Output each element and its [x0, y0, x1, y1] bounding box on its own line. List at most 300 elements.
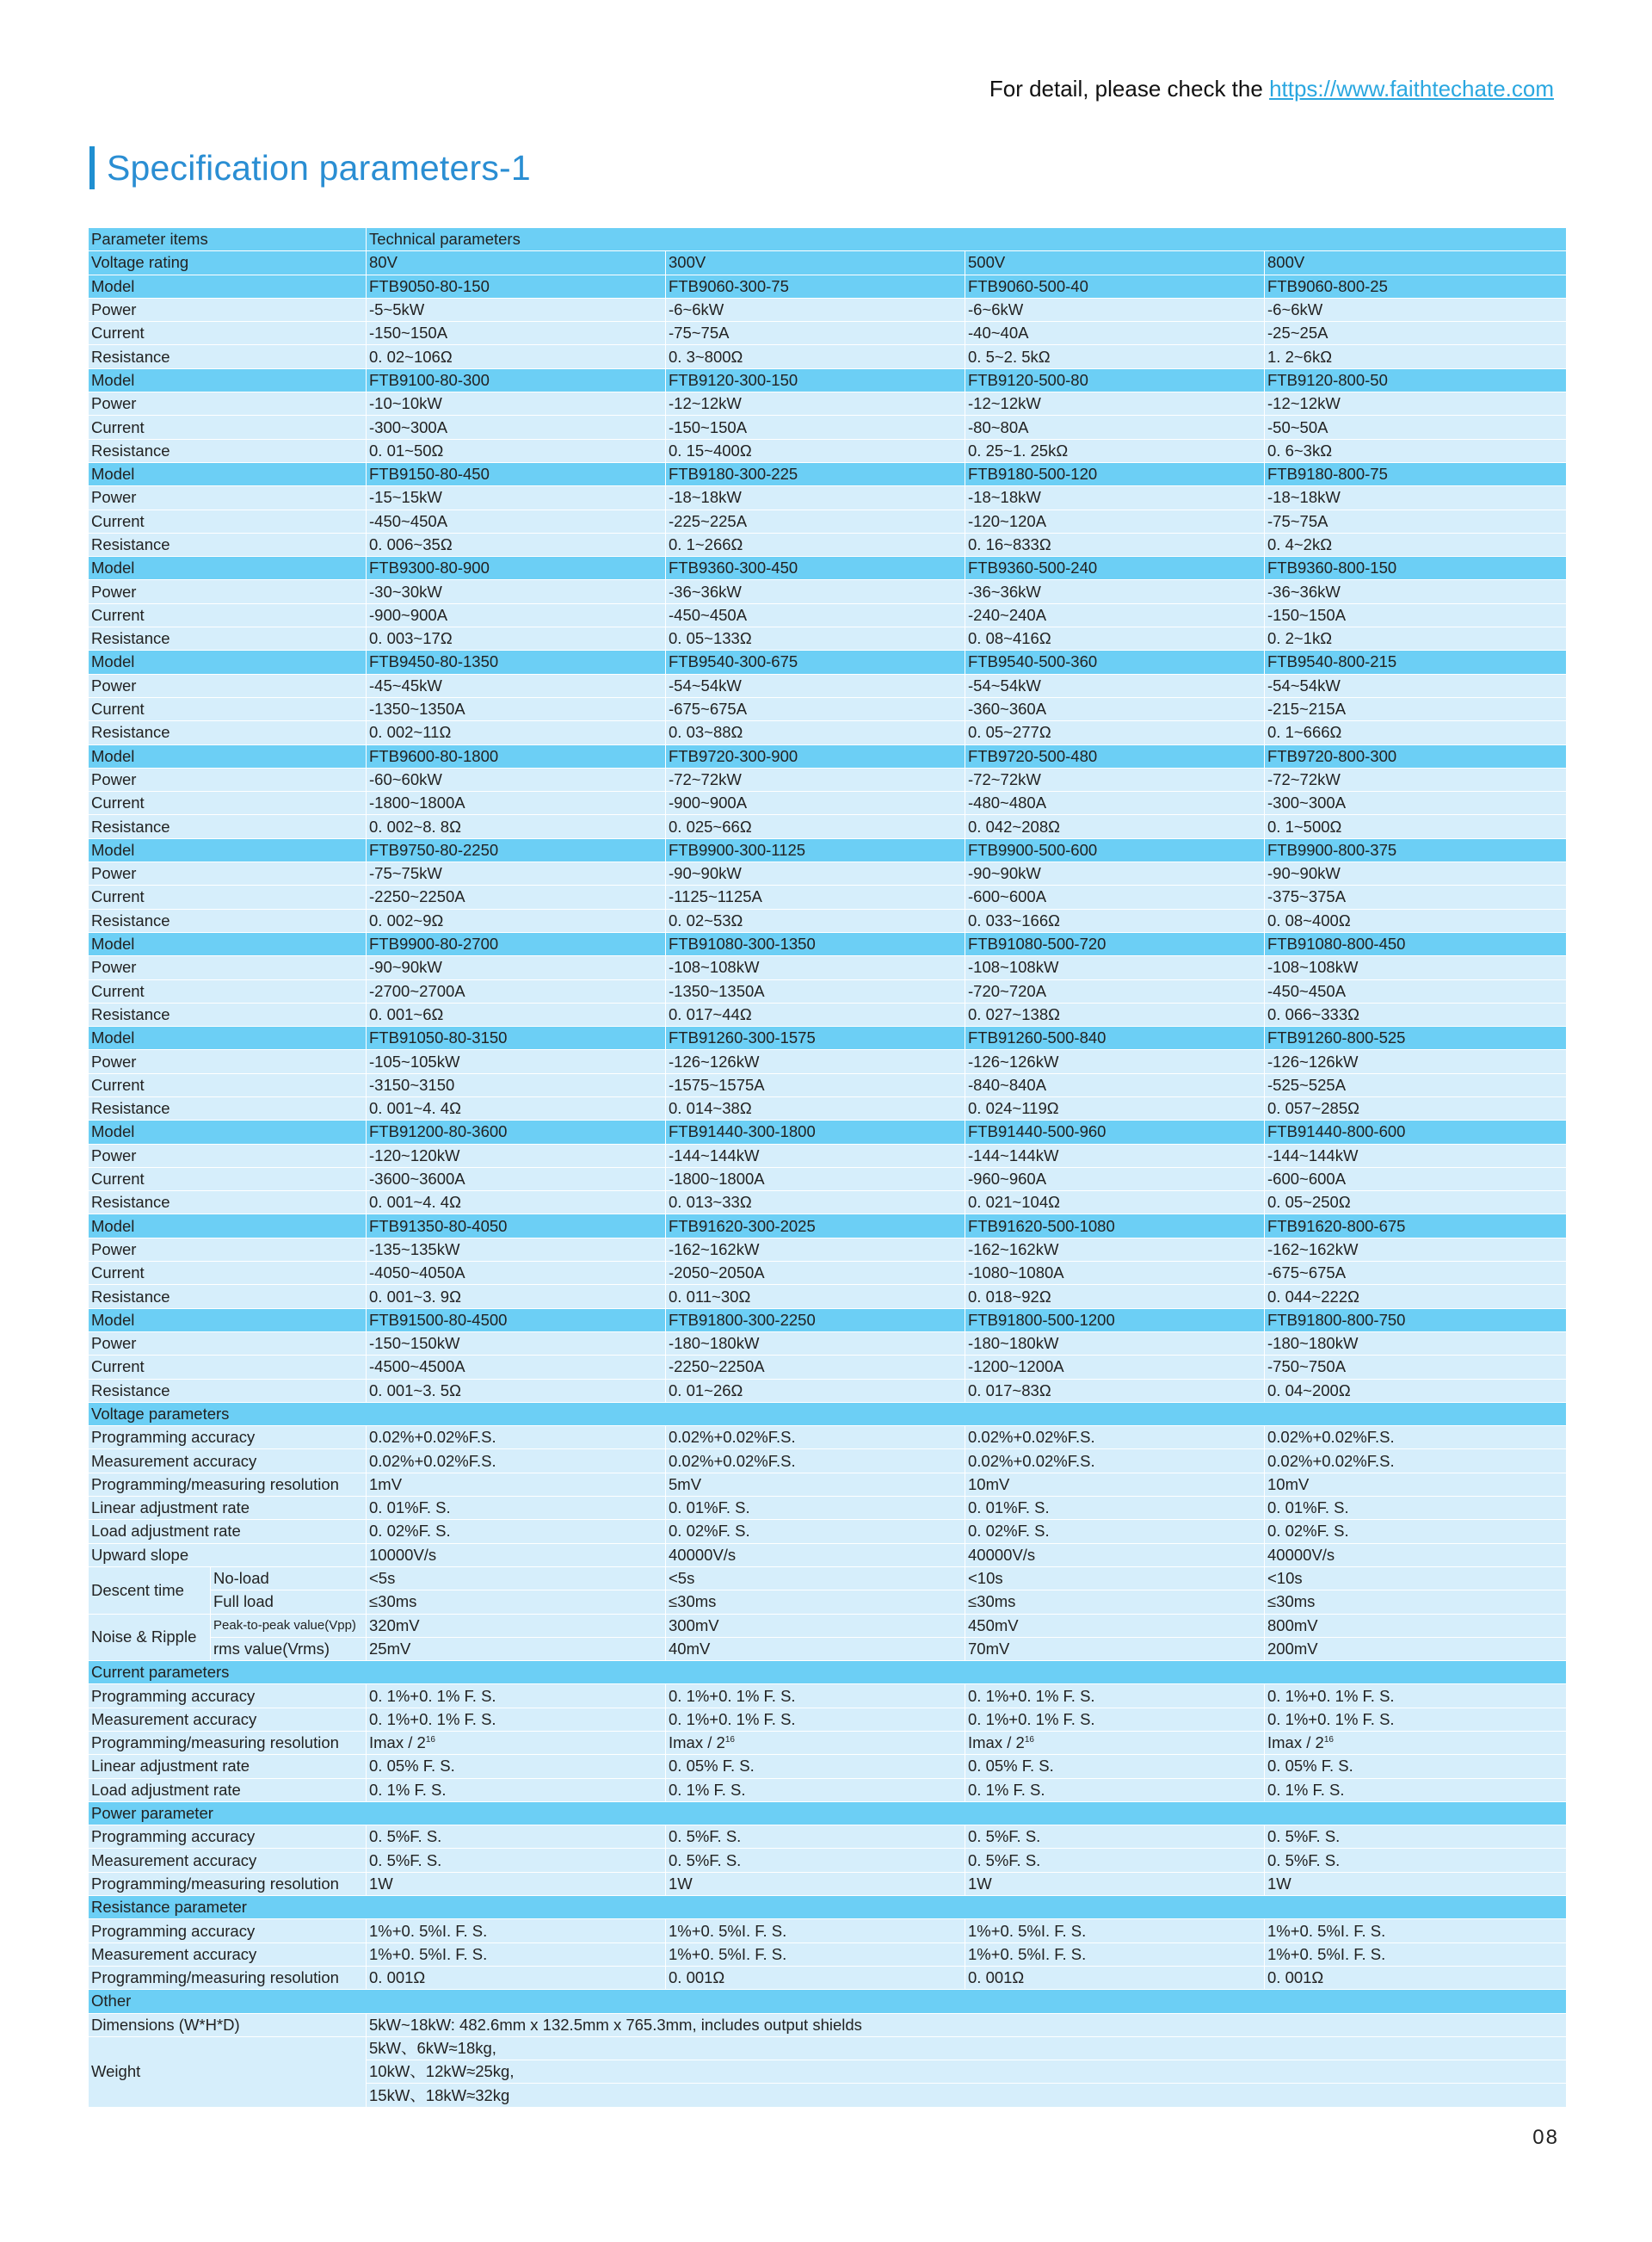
value-cell: -54~54kW [1265, 674, 1567, 697]
row-label: Model [89, 1308, 367, 1331]
value-cell: 0. 08~416Ω [965, 627, 1265, 651]
value-cell: 300mV [666, 1614, 965, 1637]
value-cell: -90~90kW [1265, 862, 1567, 886]
row-label: Resistance [89, 1003, 367, 1026]
value-cell: 0. 05% F. S. [367, 1755, 666, 1778]
value-cell: -150~150kW [367, 1331, 666, 1355]
value-cell: -90~90kW [666, 862, 965, 886]
value-cell: 0. 6~3kΩ [1265, 439, 1567, 462]
value-cell: 1W [1265, 1872, 1567, 1895]
value-cell: 0. 02%F. S. [367, 1520, 666, 1543]
row-label: Programming accuracy [89, 1426, 367, 1449]
value-cell: 0. 02~53Ω [666, 909, 965, 932]
value-cell: -150~150A [367, 322, 666, 345]
row-label: Power [89, 674, 367, 697]
value-cell: 1%+0. 5%I. F. S. [965, 1919, 1265, 1942]
value-cell: FTB9720-300-900 [666, 744, 965, 768]
power-param-row [89, 1825, 1567, 1849]
value-cell: 0. 1%+0. 1% F. S. [1265, 1684, 1567, 1708]
value-cell: 0. 044~222Ω [1265, 1285, 1567, 1308]
row-label: Model [89, 557, 367, 580]
sub-label: Full load [211, 1590, 367, 1614]
value-cell: FTB9180-300-225 [666, 462, 965, 485]
value-cell: 10mV [1265, 1473, 1567, 1496]
value-cell: 1mV [367, 1473, 666, 1496]
value-cell: FTB91050-80-3150 [367, 1027, 666, 1050]
value-cell: -750~750A [1265, 1356, 1567, 1379]
row-label: Model [89, 932, 367, 955]
voltage-param-row [89, 1543, 1567, 1566]
row-label: Model [89, 744, 367, 768]
value-cell: FTB9750-80-2250 [367, 838, 666, 862]
row-label: Current [89, 792, 367, 815]
value-cell: 800V [1265, 251, 1567, 275]
value-cell: 0. 05~250Ω [1265, 1191, 1567, 1214]
current-row [89, 1167, 1567, 1190]
row-label: Measurement accuracy [89, 1942, 367, 1966]
value-cell: -2050~2050A [666, 1262, 965, 1285]
value-cell: -105~105kW [367, 1050, 666, 1073]
value-cell: 0. 01~50Ω [367, 439, 666, 462]
row-label: Model [89, 462, 367, 485]
value-cell: 0. 05% F. S. [965, 1755, 1265, 1778]
voltage-param-row [89, 1497, 1567, 1520]
value-cell: 0. 013~33Ω [666, 1191, 965, 1214]
value-cell: -525~525A [1265, 1073, 1567, 1096]
value-cell: 1%+0. 5%I. F. S. [1265, 1942, 1567, 1966]
row-label: Resistance [89, 345, 367, 368]
power-params-header [89, 1801, 1567, 1825]
row-label: Model [89, 1027, 367, 1050]
current-row [89, 416, 1567, 439]
model-row [89, 275, 1567, 298]
value-cell: FTB9900-300-1125 [666, 838, 965, 862]
value-cell: 0. 5%F. S. [965, 1825, 1265, 1849]
voltage-param-row [89, 1449, 1567, 1473]
value-cell: 0. 15~400Ω [666, 439, 965, 462]
value-cell: -1350~1350A [367, 697, 666, 720]
value-cell: 0.02%+0.02%F.S. [367, 1449, 666, 1473]
value-cell: 1%+0. 5%I. F. S. [666, 1919, 965, 1942]
value-cell: FTB91440-800-600 [1265, 1121, 1567, 1144]
current-row [89, 603, 1567, 627]
value-cell: -72~72kW [1265, 768, 1567, 791]
value-cell: 0. 033~166Ω [965, 909, 1265, 932]
value-cell: FTB91200-80-3600 [367, 1121, 666, 1144]
resistance-row [89, 909, 1567, 932]
value-cell: -15~15kW [367, 486, 666, 510]
value-cell: 0. 02%F. S. [965, 1520, 1265, 1543]
header-label: Technical parameters [367, 228, 1567, 251]
resistance-row [89, 1379, 1567, 1402]
value-cell: -6~6kW [1265, 298, 1567, 321]
value-cell: FTB9900-800-375 [1265, 838, 1567, 862]
value-cell: 0. 024~119Ω [965, 1096, 1265, 1120]
value-cell: 0. 066~333Ω [1265, 1003, 1567, 1026]
value-cell: -2250~2250A [367, 886, 666, 909]
row-label: Resistance [89, 721, 367, 744]
row-label: Load adjustment rate [89, 1778, 367, 1801]
value-cell: 450mV [965, 1614, 1265, 1637]
value-cell: -36~36kW [1265, 580, 1567, 603]
value-cell: -90~90kW [367, 956, 666, 979]
value-cell: FTB9300-80-900 [367, 557, 666, 580]
power-row [89, 580, 1567, 603]
power-param-row [89, 1872, 1567, 1895]
value-cell: 0. 1% F. S. [965, 1778, 1265, 1801]
value-cell: 0.02%+0.02%F.S. [965, 1449, 1265, 1473]
row-label: Model [89, 1121, 367, 1144]
current-row [89, 510, 1567, 533]
resistance-row [89, 1285, 1567, 1308]
power-row [89, 1050, 1567, 1073]
value-cell: 0. 02~106Ω [367, 345, 666, 368]
value-cell: -75~75kW [367, 862, 666, 886]
row-label: Upward slope [89, 1543, 367, 1566]
value-cell: FTB9060-500-40 [965, 275, 1265, 298]
value-cell: <10s [965, 1566, 1265, 1590]
header-row [89, 228, 1567, 251]
value-cell: -50~50A [1265, 416, 1567, 439]
value-cell: 0. 1%+0. 1% F. S. [367, 1684, 666, 1708]
value-cell [367, 1732, 666, 1755]
value-cell: -54~54kW [666, 674, 965, 697]
row-label: Programming accuracy [89, 1684, 367, 1708]
row-label: Power [89, 1238, 367, 1261]
value-cell: FTB91080-500-720 [965, 932, 1265, 955]
current-row [89, 697, 1567, 720]
row-label: Measurement accuracy [89, 1849, 367, 1872]
row-label: Power [89, 298, 367, 321]
value-cell: 0. 017~83Ω [965, 1379, 1265, 1402]
value-cell: 0. 02%F. S. [1265, 1520, 1567, 1543]
value-cell: FTB9050-80-150 [367, 275, 666, 298]
row-label: Current [89, 603, 367, 627]
value-cell: 0. 03~88Ω [666, 721, 965, 744]
value-cell: -1800~1800A [666, 1167, 965, 1190]
other-header [89, 1990, 1567, 2013]
value-cell: FTB9060-300-75 [666, 275, 965, 298]
model-row [89, 1214, 1567, 1238]
value-cell: FTB9360-300-450 [666, 557, 965, 580]
voltage-rating-row [89, 251, 1567, 275]
value-cell: 1W [666, 1872, 965, 1895]
value-cell: 40mV [666, 1637, 965, 1660]
value-cell: 0. 017~44Ω [666, 1003, 965, 1026]
value-cell: 0. 3~800Ω [666, 345, 965, 368]
value-cell: FTB9900-80-2700 [367, 932, 666, 955]
row-label: Resistance [89, 627, 367, 651]
value-cell: FTB9540-500-360 [965, 651, 1265, 674]
model-row [89, 462, 1567, 485]
value-cell: 0. 01%F. S. [1265, 1497, 1567, 1520]
value-cell: 0. 01~26Ω [666, 1379, 965, 1402]
value-cell: ≤30ms [965, 1590, 1265, 1614]
value-cell: -3150~3150 [367, 1073, 666, 1096]
value-cell: 0. 001~3. 5Ω [367, 1379, 666, 1402]
value-cell: 0. 001Ω [965, 1966, 1265, 1989]
row-label: Voltage rating [89, 251, 367, 275]
value-cell: 70mV [965, 1637, 1265, 1660]
value-cell: -2700~2700A [367, 979, 666, 1003]
row-label: Measurement accuracy [89, 1449, 367, 1473]
value-cell: 0. 1~266Ω [666, 533, 965, 556]
current-param-row [89, 1708, 1567, 1731]
resolution-exponent: 16 [1024, 1735, 1034, 1745]
spec-table-wrap [88, 227, 1566, 2108]
section-title: Current parameters [89, 1661, 1567, 1684]
value-cell [965, 1732, 1265, 1755]
power-row [89, 392, 1567, 416]
value-cell: 80V [367, 251, 666, 275]
value-cell: 0. 05~277Ω [965, 721, 1265, 744]
value-cell: -6~6kW [666, 298, 965, 321]
value-cell: 40000V/s [1265, 1543, 1567, 1566]
power-row [89, 674, 1567, 697]
value-cell: <10s [1265, 1566, 1567, 1590]
value-cell: -360~360A [965, 697, 1265, 720]
dimensions-value: 5kW~18kW: 482.6mm x 132.5mm x 765.3mm, includes output shields [367, 2013, 1567, 2036]
row-label: Current [89, 322, 367, 345]
value-cell: 0. 1%+0. 1% F. S. [666, 1708, 965, 1731]
value-cell: 0. 001~4. 4Ω [367, 1096, 666, 1120]
value-cell: -12~12kW [666, 392, 965, 416]
model-row [89, 651, 1567, 674]
model-row [89, 557, 1567, 580]
value-cell: 300V [666, 251, 965, 275]
value-cell: -108~108kW [965, 956, 1265, 979]
model-row [89, 932, 1567, 955]
value-cell: -18~18kW [1265, 486, 1567, 510]
value-cell: 0. 5%F. S. [1265, 1849, 1567, 1872]
value-cell: FTB91080-300-1350 [666, 932, 965, 955]
value-cell: -4500~4500A [367, 1356, 666, 1379]
row-label: Load adjustment rate [89, 1520, 367, 1543]
value-cell: FTB91620-800-675 [1265, 1214, 1567, 1238]
row-label: Model [89, 651, 367, 674]
value-cell: 0. 25~1. 25kΩ [965, 439, 1265, 462]
value-cell: -4050~4050A [367, 1262, 666, 1285]
value-cell: ≤30ms [666, 1590, 965, 1614]
descent-row [89, 1590, 1567, 1614]
value-cell: 0. 001~3. 9Ω [367, 1285, 666, 1308]
detail-note [989, 76, 1554, 102]
value-cell: 0. 006~35Ω [367, 533, 666, 556]
value-cell: -675~675A [666, 697, 965, 720]
value-cell: 1%+0. 5%I. F. S. [965, 1942, 1265, 1966]
row-label: Programming/measuring resolution [89, 1473, 367, 1496]
value-cell: 0. 2~1kΩ [1265, 627, 1567, 651]
value-cell: 0. 5~2. 5kΩ [965, 345, 1265, 368]
row-label: Current [89, 886, 367, 909]
value-cell: -126~126kW [965, 1050, 1265, 1073]
value-cell: FTB91440-300-1800 [666, 1121, 965, 1144]
value-cell: 0. 05% F. S. [666, 1755, 965, 1778]
value-cell: -240~240A [965, 603, 1265, 627]
value-cell: -72~72kW [666, 768, 965, 791]
row-label: Programming accuracy [89, 1919, 367, 1942]
value-cell: -162~162kW [1265, 1238, 1567, 1261]
value-cell: -150~150A [666, 416, 965, 439]
value-cell: FTB9120-300-150 [666, 368, 965, 392]
current-row [89, 886, 1567, 909]
value-cell: FTB9360-500-240 [965, 557, 1265, 580]
value-cell: -180~180kW [666, 1331, 965, 1355]
power-row [89, 1331, 1567, 1355]
value-cell: -162~162kW [965, 1238, 1265, 1261]
value-cell: -480~480A [965, 792, 1265, 815]
value-cell: -10~10kW [367, 392, 666, 416]
value-cell: -75~75A [666, 322, 965, 345]
value-cell: 200mV [1265, 1637, 1567, 1660]
value-cell: -180~180kW [1265, 1331, 1567, 1355]
value-cell: 320mV [367, 1614, 666, 1637]
row-label: Resistance [89, 909, 367, 932]
resolution-base: Imax / 2 [369, 1733, 426, 1752]
row-label: Current [89, 1167, 367, 1190]
resolution-exponent: 16 [1323, 1735, 1334, 1745]
current-row [89, 979, 1567, 1003]
value-cell: FTB91620-500-1080 [965, 1214, 1265, 1238]
row-label: Power [89, 862, 367, 886]
value-cell: FTB91080-800-450 [1265, 932, 1567, 955]
value-cell: -300~300A [367, 416, 666, 439]
value-cell: 0. 001Ω [367, 1966, 666, 1989]
value-cell: 0. 057~285Ω [1265, 1096, 1567, 1120]
value-cell: 0. 011~30Ω [666, 1285, 965, 1308]
sub-label: rms value(Vrms) [211, 1637, 367, 1660]
value-cell: -3600~3600A [367, 1167, 666, 1190]
row-label: Power [89, 1050, 367, 1073]
value-cell: -90~90kW [965, 862, 1265, 886]
power-row [89, 298, 1567, 321]
value-cell: 0.02%+0.02%F.S. [1265, 1426, 1567, 1449]
row-label: Programming accuracy [89, 1825, 367, 1849]
value-cell: -126~126kW [666, 1050, 965, 1073]
voltage-param-row [89, 1426, 1567, 1449]
descent-label: Descent time [89, 1566, 211, 1614]
value-cell: -120~120kW [367, 1144, 666, 1167]
power-row [89, 956, 1567, 979]
value-cell: -1575~1575A [666, 1073, 965, 1096]
value-cell: -450~450A [1265, 979, 1567, 1003]
value-cell [1265, 1732, 1567, 1755]
value-cell: -18~18kW [666, 486, 965, 510]
page-title: Specification parameters-1 [107, 147, 531, 188]
value-cell: FTB9100-80-300 [367, 368, 666, 392]
value-cell: 0. 014~38Ω [666, 1096, 965, 1120]
value-cell: 0. 04~200Ω [1265, 1379, 1567, 1402]
value-cell: 0. 05~133Ω [666, 627, 965, 651]
row-label: Current [89, 1073, 367, 1096]
value-cell: 1%+0. 5%I. F. S. [367, 1919, 666, 1942]
value-cell: 0. 5%F. S. [1265, 1825, 1567, 1849]
resistance-row [89, 627, 1567, 651]
resistance-param-row [89, 1942, 1567, 1966]
value-cell: 0. 1% F. S. [1265, 1778, 1567, 1801]
weight-value: 10kW、12kW≈25kg, [367, 2060, 1567, 2084]
value-cell: -1800~1800A [367, 792, 666, 815]
noise-row [89, 1614, 1567, 1637]
value-cell: 0. 1~666Ω [1265, 721, 1567, 744]
resistance-row [89, 439, 1567, 462]
voltage-params-header [89, 1402, 1567, 1425]
value-cell: 0.02%+0.02%F.S. [666, 1449, 965, 1473]
current-param-row [89, 1755, 1567, 1778]
value-cell: -12~12kW [1265, 392, 1567, 416]
value-cell: FTB9120-800-50 [1265, 368, 1567, 392]
row-label: Resistance [89, 1096, 367, 1120]
row-label: Resistance [89, 439, 367, 462]
value-cell: 0. 02%F. S. [666, 1520, 965, 1543]
current-row [89, 1356, 1567, 1379]
row-label: Resistance [89, 1285, 367, 1308]
value-cell: 10000V/s [367, 1543, 666, 1566]
section-title: Other [89, 1990, 1567, 2013]
resistance-row [89, 1003, 1567, 1026]
row-label: Power [89, 1331, 367, 1355]
value-cell: FTB9450-80-1350 [367, 651, 666, 674]
value-cell: FTB91440-500-960 [965, 1121, 1265, 1144]
value-cell: FTB9180-500-120 [965, 462, 1265, 485]
value-cell: 5mV [666, 1473, 965, 1496]
sub-label: No-load [211, 1566, 367, 1590]
value-cell [666, 1732, 965, 1755]
resistance-param-row [89, 1966, 1567, 1989]
value-cell: FTB9150-80-450 [367, 462, 666, 485]
resolution-exponent: 16 [724, 1735, 735, 1745]
resistance-row [89, 1191, 1567, 1214]
value-cell: -300~300A [1265, 792, 1567, 815]
value-cell: FTB9720-500-480 [965, 744, 1265, 768]
row-label: Power [89, 580, 367, 603]
current-row [89, 1073, 1567, 1096]
value-cell: 1. 2~6kΩ [1265, 345, 1567, 368]
value-cell: -108~108kW [1265, 956, 1567, 979]
value-cell: -900~900A [666, 792, 965, 815]
descent-row [89, 1566, 1567, 1590]
row-label: Measurement accuracy [89, 1708, 367, 1731]
model-row [89, 368, 1567, 392]
value-cell: -144~144kW [965, 1144, 1265, 1167]
website-link[interactable]: https://www.faithtechate.com [1269, 76, 1554, 102]
value-cell: 0. 1% F. S. [666, 1778, 965, 1801]
value-cell: -450~450A [666, 603, 965, 627]
value-cell: 40000V/s [666, 1543, 965, 1566]
value-cell: FTB91350-80-4050 [367, 1214, 666, 1238]
current-resolution-row [89, 1732, 1567, 1755]
value-cell: FTB91260-500-840 [965, 1027, 1265, 1050]
value-cell: FTB9540-800-215 [1265, 651, 1567, 674]
value-cell: 0. 5%F. S. [367, 1825, 666, 1849]
row-label: Current [89, 1356, 367, 1379]
current-row [89, 792, 1567, 815]
value-cell: -30~30kW [367, 580, 666, 603]
power-row [89, 1238, 1567, 1261]
value-cell: -225~225A [666, 510, 965, 533]
value-cell: -2250~2250A [666, 1356, 965, 1379]
value-cell: FTB9180-800-75 [1265, 462, 1567, 485]
row-label: Power [89, 392, 367, 416]
value-cell: 0. 001~4. 4Ω [367, 1191, 666, 1214]
value-cell: 0. 001Ω [666, 1966, 965, 1989]
value-cell: FTB91260-800-525 [1265, 1027, 1567, 1050]
value-cell: -5~5kW [367, 298, 666, 321]
row-label: Power [89, 956, 367, 979]
value-cell: 0. 027~138Ω [965, 1003, 1265, 1026]
power-row [89, 486, 1567, 510]
value-cell: ≤30ms [1265, 1590, 1567, 1614]
